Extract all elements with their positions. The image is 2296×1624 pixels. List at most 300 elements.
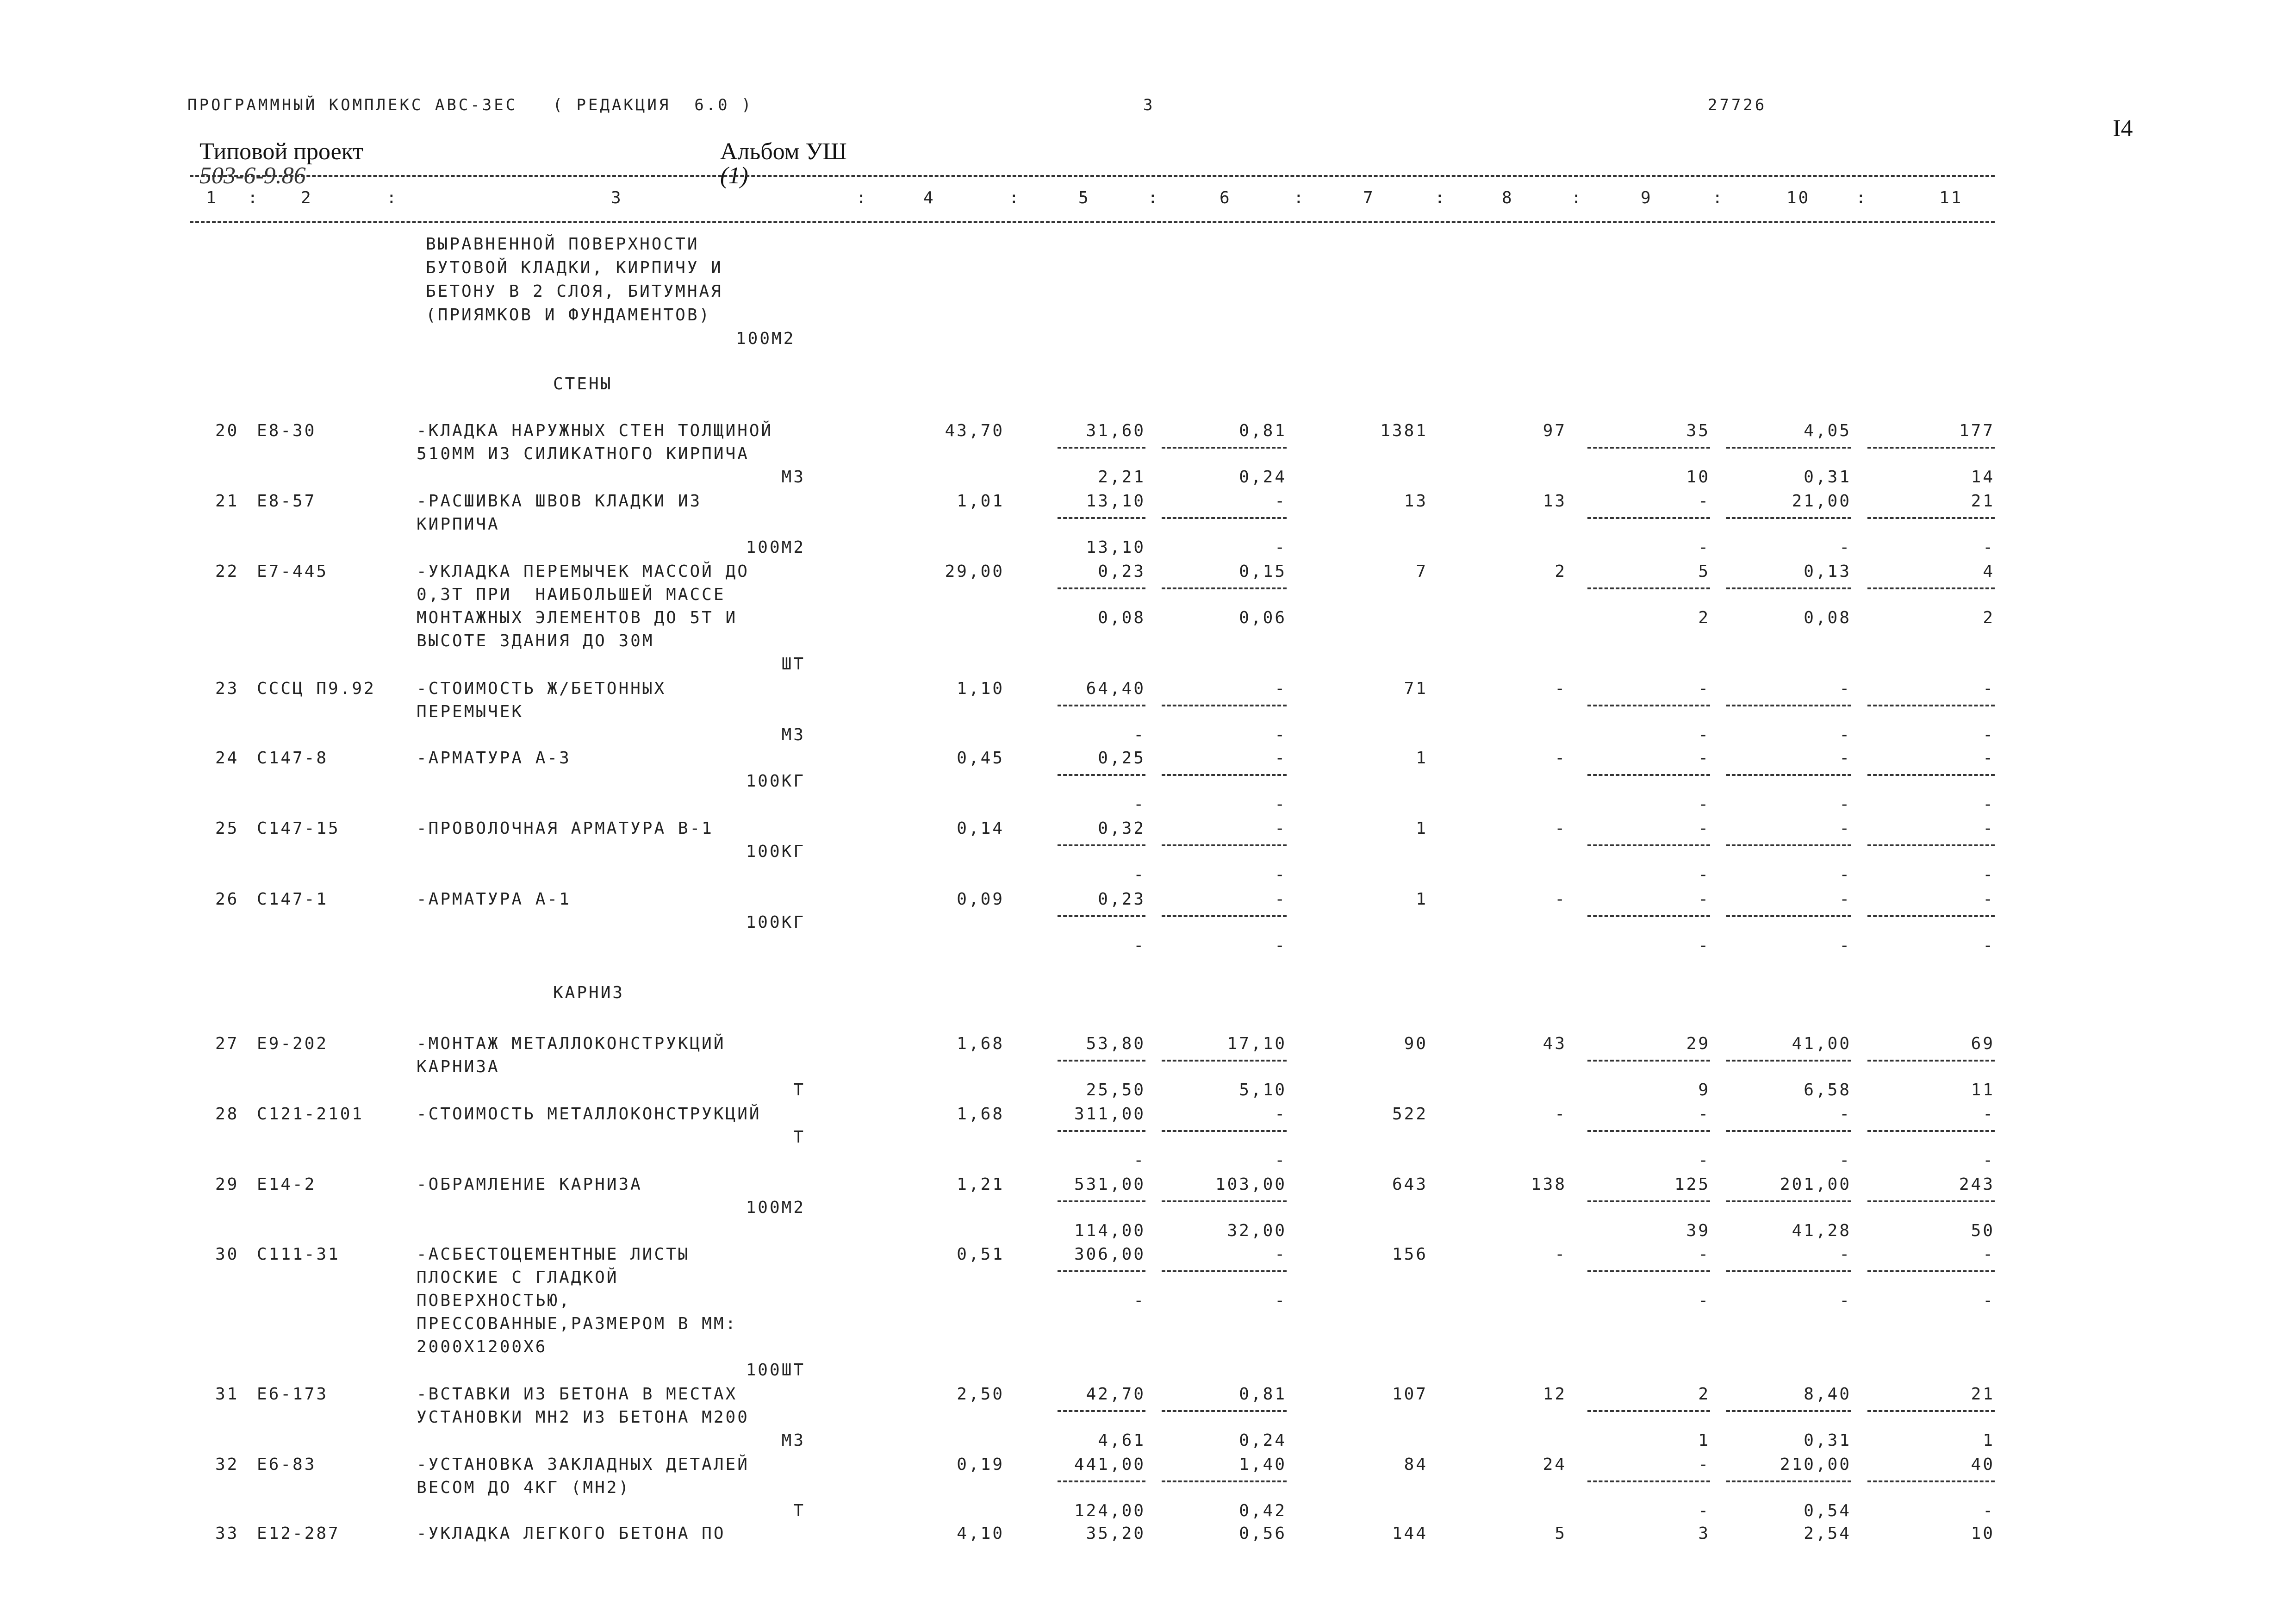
row-code: С147-1 [257,890,329,909]
cell-col-10: 4,05 [1804,421,1851,440]
cell-col-6-sub: - [1275,865,1287,884]
row-description: 510ММ ИЗ СИЛИКАТНОГО КИРПИЧА [417,444,749,463]
column-header-1: 1 [206,188,218,207]
cell-col-10: 2,54 [1804,1524,1851,1543]
column-header-9: 5 [1078,188,1090,207]
cell-separator [1162,705,1287,706]
cell-col-6-sub: - [1275,538,1287,557]
project-number: 503-6-9.86 [199,162,306,189]
cell-col-11: 177 [1959,421,1995,440]
cell-col-9-sub: - [1698,1291,1710,1310]
column-header-10: : [1148,188,1160,207]
row-code: Е8-57 [257,492,317,511]
cell-col-6-sub: - [1275,725,1287,744]
cell-separator [1058,587,1145,589]
cell-col-6-sub: 0,24 [1239,1431,1287,1450]
row-number: 25 [215,819,239,838]
row-unit: ШТ [781,655,805,674]
cell-separator [1726,1200,1851,1202]
cell-col-10-sub: - [1839,865,1851,884]
column-header-16: : [1571,188,1583,207]
cell-col-11-sub: - [1983,865,1995,884]
cell-col-5-sub: 25,50 [1086,1081,1145,1099]
cell-col-8: 5 [1555,1524,1567,1543]
cell-col-11-sub: - [1983,538,1995,557]
row-code: Е7-445 [257,562,329,581]
cell-separator [1587,1060,1710,1062]
cell-separator [1058,1270,1145,1272]
cell-col-11-sub: - [1983,936,1995,955]
project-label-text: Типовой проект [199,138,363,165]
cell-separator [1162,1060,1287,1062]
cell-col-10-sub: 0,31 [1804,1431,1851,1450]
cell-separator [1162,1270,1287,1272]
row-description: -ОБРАМЛЕНИЕ КАРНИЗА [417,1175,642,1194]
row-unit: М3 [781,725,805,744]
cell-separator [1726,1270,1851,1272]
row-number: 20 [215,421,239,440]
cell-separator [1726,447,1851,449]
cell-col-4: 1,68 [957,1034,1004,1053]
cell-col-8: - [1555,749,1567,768]
row-description: -АРМАТУРА А-3 [417,749,571,768]
cell-col-10: - [1839,679,1851,698]
row-description: МОНТАЖНЫХ ЭЛЕМЕНТОВ ДО 5Т И [417,608,738,627]
cell-col-9: - [1698,1105,1710,1124]
cell-col-10-sub: 0,08 [1804,608,1851,627]
cell-col-4: 1,10 [957,679,1004,698]
intro-line: БУТОВОЙ КЛАДКИ, КИРПИЧУ И [426,258,723,277]
row-description: ВЫСОТЕ ЗДАНИЯ ДО 30М [417,631,654,650]
cell-col-5: 53,80 [1086,1034,1145,1053]
project-label [187,116,363,188]
cell-separator [1587,1130,1710,1132]
cell-col-9: - [1698,1245,1710,1264]
row-description: -РАСШИВКА ШВОВ КЛАДКИ ИЗ [417,492,702,511]
cell-col-11: - [1983,819,1995,838]
row-description: -ПРОВОЛОЧНАЯ АРМАТУРА В-1 [417,819,714,838]
row-description: УСТАНОВКИ МН2 ИЗ БЕТОНА М200 [417,1408,749,1427]
cell-col-9-sub: - [1698,795,1710,814]
cell-col-9: 2 [1698,1385,1710,1404]
cell-col-11-sub: - [1983,795,1995,814]
cell-separator [1726,915,1851,917]
column-header-4: : [386,188,398,207]
cell-col-8: - [1555,679,1567,698]
cell-col-10: - [1839,819,1851,838]
row-unit: М3 [781,468,805,487]
cell-col-9: 29 [1686,1034,1710,1053]
cell-col-11: - [1983,890,1995,909]
cell-col-6: - [1275,819,1287,838]
row-number: 33 [215,1524,239,1543]
cell-separator [1587,517,1710,519]
cell-col-10-sub: 0,31 [1804,468,1851,487]
cell-col-6-sub: 0,24 [1239,468,1287,487]
cell-separator [1058,705,1145,706]
cell-separator [1162,587,1287,589]
column-header-20: : [1856,188,1868,207]
cell-col-10: - [1839,1245,1851,1264]
cell-col-8: 138 [1531,1175,1567,1194]
cell-col-4: 0,51 [957,1245,1004,1264]
row-description: ПРЕССОВАННЫЕ,РАЗМЕРОМ В ММ: [417,1314,738,1333]
cell-separator [1162,1410,1287,1412]
cell-col-8: 24 [1543,1455,1567,1474]
cell-col-9-sub: 10 [1686,468,1710,487]
cell-col-6-sub: - [1275,1291,1287,1310]
cell-col-9: 3 [1698,1524,1710,1543]
cell-col-5: 31,60 [1086,421,1145,440]
cell-separator [1587,774,1710,776]
cell-col-11: 40 [1971,1455,1995,1474]
cell-separator [1867,844,1995,846]
cell-col-7: 7 [1416,562,1428,581]
cell-col-11-sub: - [1983,1291,1995,1310]
cell-separator [1058,1480,1145,1482]
column-header-5: 3 [611,188,623,207]
cell-separator [1726,774,1851,776]
cell-col-5-sub: 13,10 [1086,538,1145,557]
cell-separator [1726,844,1851,846]
cell-col-9: - [1698,749,1710,768]
cell-col-6-sub: - [1275,1151,1287,1170]
cell-separator [1058,1410,1145,1412]
cell-col-6: 17,10 [1227,1034,1287,1053]
cell-col-4: 29,00 [945,562,1004,581]
column-header-2: : [248,188,260,207]
column-header-8: : [1009,188,1021,207]
cell-col-10: 201,00 [1780,1175,1851,1194]
row-number: 26 [215,890,239,909]
column-header-11: 6 [1220,188,1232,207]
row-description: -ВСТАВКИ ИЗ БЕТОНА В МЕСТАХ [417,1385,738,1404]
cell-col-4: 4,10 [957,1524,1004,1543]
header-bottom-rule [190,221,1995,223]
top-rule [190,175,1995,177]
cell-col-6: 0,56 [1239,1524,1287,1543]
cell-separator [1162,447,1287,449]
row-code: С147-15 [257,819,340,838]
cell-separator [1587,1200,1710,1202]
cell-col-5: 0,23 [1098,562,1145,581]
cell-col-11: 10 [1971,1524,1995,1543]
column-header-14: : [1435,188,1447,207]
cell-col-5-sub: 0,08 [1098,608,1145,627]
row-description: ПОВЕРХНОСТЬЮ, [417,1291,571,1310]
row-unit: 100КГ [746,772,805,791]
cell-col-11-sub: - [1983,1151,1995,1170]
cell-separator [1058,844,1145,846]
row-number: 27 [215,1034,239,1053]
cell-col-9-sub: - [1698,1151,1710,1170]
cell-col-5-sub: - [1133,725,1145,744]
cell-separator [1058,447,1145,449]
cell-separator [1162,1130,1287,1132]
column-header-19: 10 [1786,188,1811,207]
cell-col-11: - [1983,749,1995,768]
cell-col-6: 0,81 [1239,1385,1287,1404]
cell-col-10-sub: - [1839,936,1851,955]
cell-col-5-sub: - [1133,1151,1145,1170]
cell-col-5: 306,00 [1074,1245,1145,1264]
row-description: КАРНИЗА [417,1057,500,1076]
row-number: 29 [215,1175,239,1194]
cell-col-9-sub: - [1698,865,1710,884]
row-description: -АРМАТУРА А-1 [417,890,571,909]
row-unit: 100ШТ [746,1361,805,1380]
cell-separator [1587,705,1710,706]
cell-col-11: 21 [1971,492,1995,511]
cell-separator [1867,587,1995,589]
cell-col-10-sub: 6,58 [1804,1081,1851,1099]
cell-col-7: 156 [1392,1245,1428,1264]
row-code: СССЦ П9.92 [257,679,376,698]
row-number: 32 [215,1455,239,1474]
cell-col-6-sub: 0,06 [1239,608,1287,627]
cell-separator [1587,844,1710,846]
row-description: 0,3Т ПРИ НАИБОЛЬШЕЙ МАССЕ [417,585,726,604]
cell-col-7: 643 [1392,1175,1428,1194]
row-description: -МОНТАЖ МЕТАЛЛОКОНСТРУКЦИЙ [417,1034,726,1053]
cell-separator [1867,1270,1995,1272]
cell-col-5-sub: - [1133,865,1145,884]
cell-col-9: - [1698,679,1710,698]
intro-line: (ПРИЯМКОВ И ФУНДАМЕНТОВ) [426,306,711,325]
cell-col-11: - [1983,679,1995,698]
cell-col-8: 12 [1543,1385,1567,1404]
row-description: ВЕСОМ ДО 4КГ (МН2) [417,1478,631,1497]
cell-col-5-sub: 4,61 [1098,1431,1145,1450]
row-number: 21 [215,492,239,511]
cell-col-7: 1 [1416,890,1428,909]
cell-separator [1867,1060,1995,1062]
cell-col-9: - [1698,890,1710,909]
cell-col-11-sub: 14 [1971,468,1995,487]
cell-col-9-sub: - [1698,1501,1710,1520]
cell-col-11-sub: 11 [1971,1081,1995,1099]
cell-col-7: 90 [1404,1034,1428,1053]
cell-col-4: 0,09 [957,890,1004,909]
cell-separator [1726,705,1851,706]
column-header-18: : [1712,188,1724,207]
intro-line: ВЫРАВНЕННОЙ ПОВЕРХНОСТИ [426,235,699,254]
cell-separator [1867,447,1995,449]
column-header-3: 2 [301,188,313,207]
cell-col-6: 0,15 [1239,562,1287,581]
cell-col-9: - [1698,1455,1710,1474]
cell-col-7: 71 [1404,679,1428,698]
cell-col-10: 0,13 [1804,562,1851,581]
cell-separator [1587,1410,1710,1412]
cell-col-6: - [1275,749,1287,768]
cell-col-11: - [1983,1105,1995,1124]
cell-separator [1726,1480,1851,1482]
cell-col-5: 0,25 [1098,749,1145,768]
cell-col-10: - [1839,890,1851,909]
cell-col-5: 0,32 [1098,819,1145,838]
album-part: (1) [720,162,748,189]
cell-separator [1162,1480,1287,1482]
cell-col-4: 0,14 [957,819,1004,838]
cell-col-6-sub: 32,00 [1227,1221,1287,1240]
cell-col-9: 35 [1686,421,1710,440]
cell-separator [1726,1060,1851,1062]
cell-separator [1058,915,1145,917]
row-unit: 100КГ [746,842,805,861]
cell-col-8: 2 [1555,562,1567,581]
cell-separator [1587,587,1710,589]
cell-col-10-sub: 41,28 [1792,1221,1851,1240]
row-unit: 100КГ [746,913,805,932]
row-description: -УКЛАДКА ЛЕГКОГО БЕТОНА ПО [417,1524,726,1543]
cell-col-4: 0,19 [957,1455,1004,1474]
cell-col-4: 2,50 [957,1385,1004,1404]
cell-col-5: 531,00 [1074,1175,1145,1194]
row-description: ПЛОСКИЕ С ГЛАДКОЙ [417,1268,619,1287]
cell-col-10-sub: - [1839,795,1851,814]
cell-col-6-sub: 5,10 [1239,1081,1287,1099]
row-code: Е6-83 [257,1455,317,1474]
cell-col-8: 13 [1543,492,1567,511]
cell-col-6: - [1275,679,1287,698]
cell-col-11-sub: - [1983,725,1995,744]
cell-separator [1867,774,1995,776]
cell-col-11-sub: 50 [1971,1221,1995,1240]
cell-col-8: - [1555,1105,1567,1124]
cell-separator [1058,774,1145,776]
cell-col-8: 97 [1543,421,1567,440]
cell-col-10-sub: 0,54 [1804,1501,1851,1520]
cell-separator [1867,1130,1995,1132]
cell-col-5: 13,10 [1086,492,1145,511]
cell-col-9-sub: 1 [1698,1431,1710,1450]
cell-col-5-sub: - [1133,795,1145,814]
cell-col-11-sub: 2 [1983,608,1995,627]
row-code: Е6-173 [257,1385,329,1404]
cell-col-5: 311,00 [1074,1105,1145,1124]
cell-col-6: 1,40 [1239,1455,1287,1474]
column-header-17: 9 [1641,188,1653,207]
cell-col-4: 43,70 [945,421,1004,440]
row-description: ПЕРЕМЫЧЕК [417,702,524,721]
cell-col-10: - [1839,1105,1851,1124]
cell-col-4: 0,45 [957,749,1004,768]
cell-col-5: 0,23 [1098,890,1145,909]
row-description: -УКЛАДКА ПЕРЕМЫЧЕК МАССОЙ ДО [417,562,749,581]
cell-col-9-sub: 39 [1686,1221,1710,1240]
cell-col-11-sub: - [1983,1501,1995,1520]
cell-col-5-sub: 114,00 [1074,1221,1145,1240]
cell-separator [1162,517,1287,519]
column-header-15: 8 [1502,188,1514,207]
cell-col-8: - [1555,890,1567,909]
cell-col-11: 69 [1971,1034,1995,1053]
column-header-21: 11 [1939,188,1963,207]
row-unit: Т [793,1128,805,1147]
cell-col-10: 41,00 [1792,1034,1851,1053]
row-code: С111-31 [257,1245,340,1264]
column-header-12: : [1294,188,1306,207]
row-code: С121-2101 [257,1105,364,1124]
row-description: -УСТАНОВКА ЗАКЛАДНЫХ ДЕТАЛЕЙ [417,1455,749,1474]
cell-col-10-sub: - [1839,1151,1851,1170]
cell-col-5: 441,00 [1074,1455,1145,1474]
column-header-13: 7 [1363,188,1375,207]
row-number: 24 [215,749,239,768]
cell-col-8: - [1555,819,1567,838]
column-header-6: : [856,188,868,207]
cell-col-9: 5 [1698,562,1710,581]
cell-separator [1058,1060,1145,1062]
row-description: -АСБЕСТОЦЕМЕНТНЫЕ ЛИСТЫ [417,1245,690,1264]
row-code: Е9-202 [257,1034,329,1053]
cell-separator [1867,915,1995,917]
cell-separator [1726,587,1851,589]
cell-col-10-sub: - [1839,538,1851,557]
cell-col-7: 1 [1416,749,1428,768]
row-description: 2000Х1200Х6 [417,1337,548,1356]
row-unit: 100М2 [746,538,805,557]
cell-separator [1587,447,1710,449]
row-number: 22 [215,562,239,581]
row-unit: Т [793,1501,805,1520]
section-title-cornice: КАРНИЗ [553,983,625,1002]
cell-col-8: 43 [1543,1034,1567,1053]
cell-col-9-sub: - [1698,538,1710,557]
cell-col-5-sub: 124,00 [1074,1501,1145,1520]
cell-separator [1058,1130,1145,1132]
cell-col-6: - [1275,1105,1287,1124]
section-title-walls: СТЕНЫ [553,375,613,394]
cell-separator [1726,1130,1851,1132]
cell-col-9: - [1698,819,1710,838]
cell-col-9-sub: 2 [1698,608,1710,627]
intro-unit: 100М2 [736,329,796,348]
cell-col-6-sub: - [1275,795,1287,814]
cell-col-10: 210,00 [1780,1455,1851,1474]
cell-col-7: 13 [1404,492,1428,511]
cell-separator [1726,1410,1851,1412]
cell-col-6: 0,81 [1239,421,1287,440]
cell-col-10: 8,40 [1804,1385,1851,1404]
cell-col-6: - [1275,1245,1287,1264]
intro-line: БЕТОНУ В 2 СЛОЯ, БИТУМНАЯ [426,282,723,301]
row-description: -КЛАДКА НАРУЖНЫХ СТЕН ТОЛЩИНОЙ [417,421,773,440]
cell-col-5-sub: 2,21 [1098,468,1145,487]
program-title: ПРОГРАММНЫЙ КОМПЛЕКС АВС-3ЕС ( РЕДАКЦИЯ 6.0 ) [187,96,753,114]
cell-col-10-sub: - [1839,1291,1851,1310]
cell-col-6-sub: 0,42 [1239,1501,1287,1520]
cell-col-6: 103,00 [1215,1175,1287,1194]
page-number: I4 [2113,115,2133,142]
row-description: -СТОИМОСТЬ МЕТАЛЛОКОНСТРУКЦИЙ [417,1105,761,1124]
cell-col-10-sub: - [1839,725,1851,744]
cell-separator [1587,1480,1710,1482]
cell-separator [1162,844,1287,846]
row-code: Е14-2 [257,1175,317,1194]
cell-col-7: 1 [1416,819,1428,838]
cell-col-10: - [1839,749,1851,768]
row-number: 23 [215,679,239,698]
cell-separator [1726,517,1851,519]
row-number: 31 [215,1385,239,1404]
album-label [708,116,847,188]
row-unit: М3 [781,1431,805,1450]
cell-col-6: - [1275,890,1287,909]
column-header-7: 4 [923,188,935,207]
row-number: 28 [215,1105,239,1124]
